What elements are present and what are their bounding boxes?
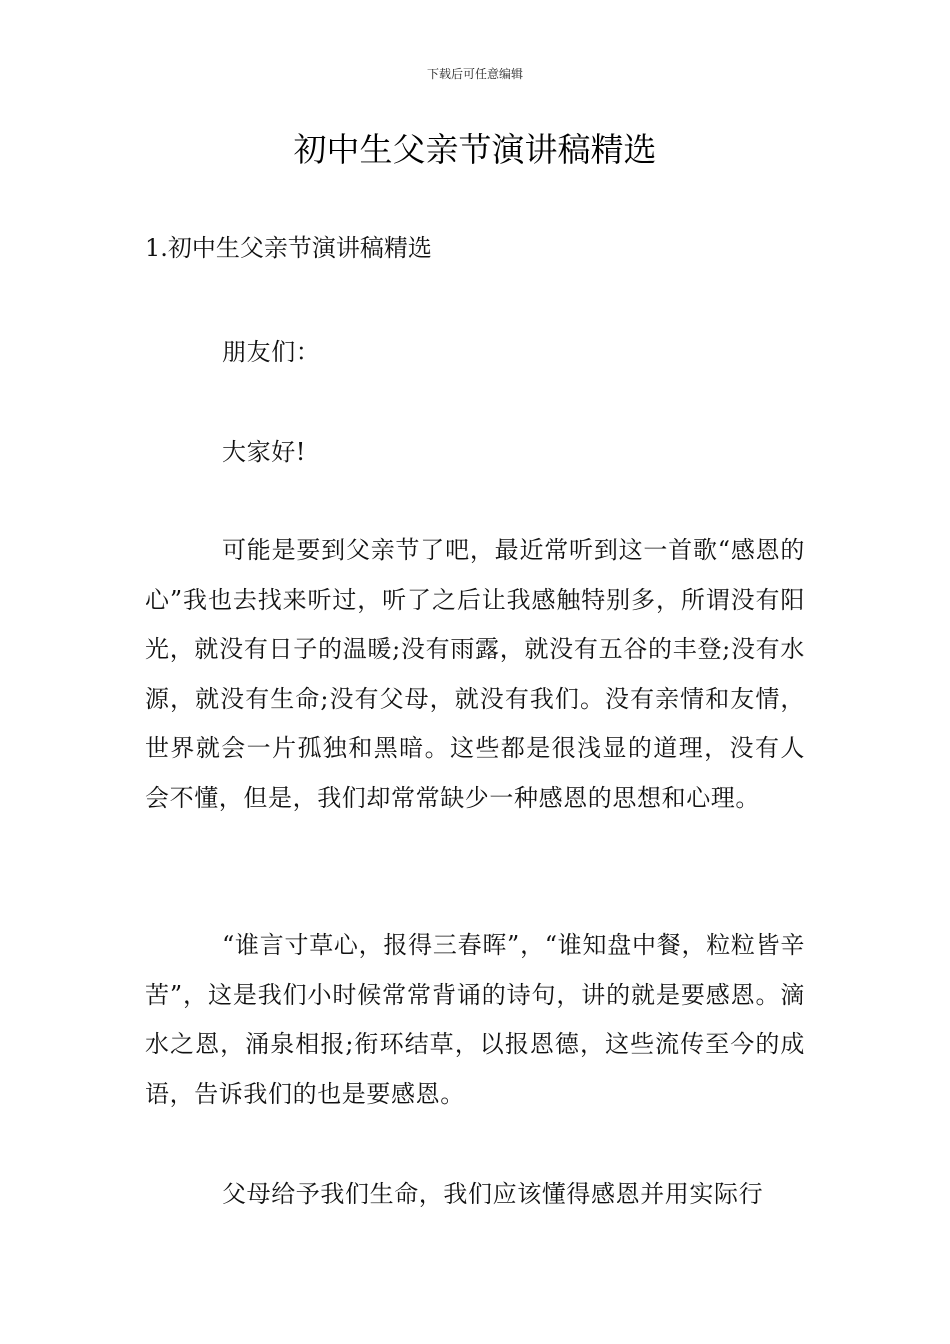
paragraph-greeting-all: 大家好! — [222, 438, 307, 466]
paragraph-body-3: 父母给予我们生命，我们应该懂得感恩并用实际行 — [222, 1180, 764, 1208]
section-heading: 1.初中生父亲节演讲稿精选 — [145, 234, 432, 262]
paragraph-greeting-friends: 朋友们： — [222, 338, 321, 366]
paragraph-body-1: 可能是要到父亲节了吧，最近常听到这一首歌“感恩的心”我也去找来听过，听了之后让我感触特别多，所谓没有阳光，就没有日子的温暖;没有雨露，就没有五谷的丰登;没有水源，就没有生命;没有父母，就没有我们。没有亲情和友情，世界就会一片孤独和黑暗。这些都是很浅显的道理，没有人会不懂，但是，我们却常常缺少一种感恩的思想和心理。 — [145, 536, 805, 812]
document-title: 初中生父亲节演讲稿精选 — [293, 130, 657, 169]
header-note: 下载后可任意编辑 — [426, 67, 523, 81]
paragraph-body-2: “谁言寸草心，报得三春晖”，“谁知盘中餐，粒粒皆辛苦”，这是我们小时候常常背诵的诗句，讲的就是要感恩。滴水之恩，涌泉相报;衔环结草，以报恩德，这些流传至今的成语，告诉我们的也是要感恩。 — [145, 931, 805, 1108]
